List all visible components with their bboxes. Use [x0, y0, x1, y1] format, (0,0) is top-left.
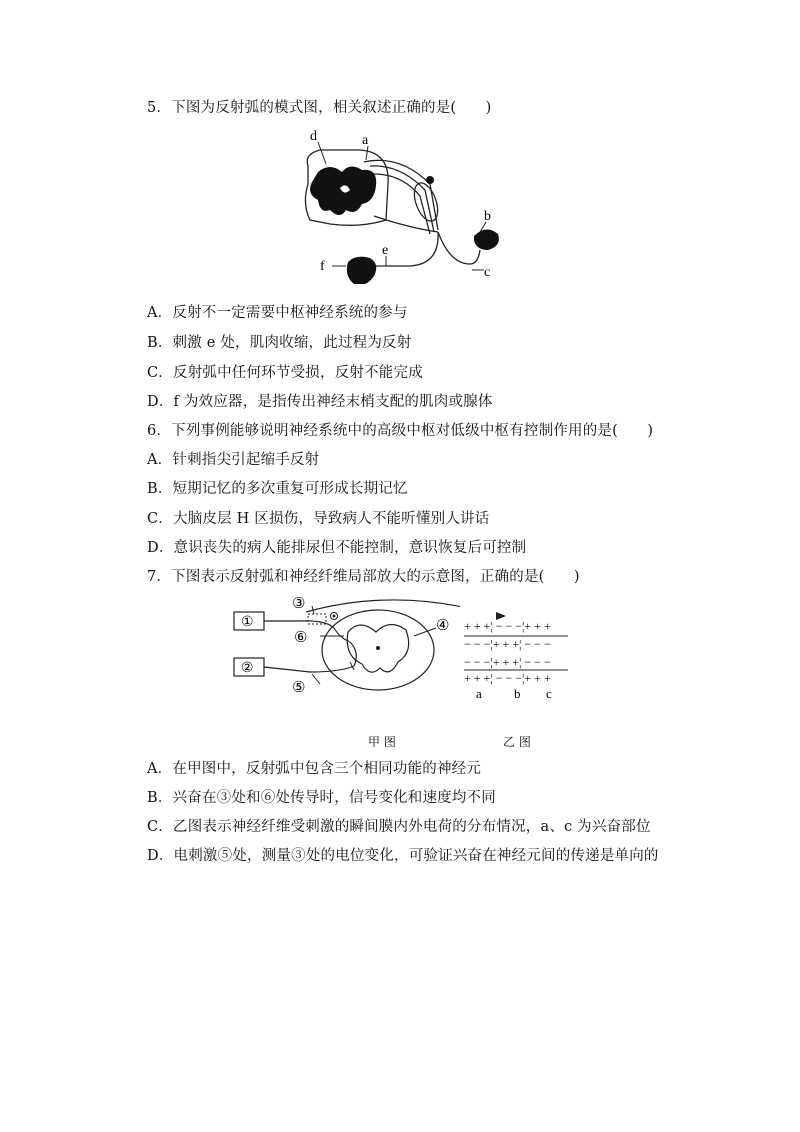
label-region-c: c — [546, 686, 552, 701]
q6-option-a: A．针刺指尖引起缩手反射 — [147, 452, 320, 468]
q5-option-d: D．f 为效应器，是指传出神经末梢支配的肌肉或腺体 — [147, 394, 493, 410]
charge-row-1: + + +¦ − − −¦+ + + — [464, 619, 551, 633]
label-2: ② — [241, 661, 254, 676]
label-e: e — [382, 243, 389, 258]
q5-option-c: C．反射弧中任何环节受损，反射不能完成 — [147, 365, 423, 381]
label-a: a — [362, 133, 369, 148]
reflex-arc-diagram — [290, 124, 510, 284]
label-c: c — [484, 265, 491, 280]
label-region-a: a — [476, 686, 482, 701]
label-region-b: b — [514, 686, 521, 701]
label-d: d — [310, 129, 317, 144]
caption-yi: 乙 图 — [503, 735, 531, 749]
charge-row-4: + + +¦ − − −¦+ + + — [464, 671, 551, 685]
q7-option-d: D．电刺激⑤处，测量③处的电位变化，可验证兴奋在神经元间的传递是单向的 — [147, 848, 659, 864]
q7-stem: 7．下图表示反射弧和神经纤维局部放大的示意图，正确的是( ) — [147, 569, 580, 585]
charge-row-2: − − −¦+ + +¦ − − − — [464, 637, 551, 651]
label-b: b — [484, 209, 491, 224]
q5-option-b: B．刺激 e 处，肌肉收缩，此过程为反射 — [147, 335, 412, 351]
q5-stem: 5．下图为反射弧的模式图，相关叙述正确的是( ) — [147, 100, 492, 116]
q6-stem: 6．下列事例能够说明神经系统中的高级中枢对低级中枢有控制作用的是( ) — [147, 423, 654, 439]
figure-yi-nerve-fiber — [460, 606, 580, 702]
label-5: ⑤ — [292, 680, 306, 696]
q6-option-c: C．大脑皮层 H 区损伤，导致病人不能听懂别人讲话 — [147, 511, 490, 527]
q6-option-d: D．意识丧失的病人能排尿但不能控制，意识恢复后可控制 — [147, 540, 527, 556]
caption-jia: 甲 图 — [368, 735, 396, 749]
label-1: ① — [241, 615, 254, 630]
q7-option-a: A．在甲图中，反射弧中包含三个相同功能的神经元 — [147, 761, 482, 777]
q7-option-c: C．乙图表示神经纤维受刺激的瞬间膜内外电荷的分布情况，a、c 为兴奋部位 — [147, 819, 651, 835]
figure-jia-reflex-arc — [230, 592, 460, 702]
q6-option-b: B．短期记忆的多次重复可形成长期记忆 — [147, 481, 408, 497]
charge-row-3: − − −¦+ + +¦ − − − — [464, 655, 551, 669]
q5-option-a: A．反射不一定需要中枢神经系统的参与 — [147, 305, 408, 321]
q7-option-b: B．兴奋在③处和⑥处传导时，信号变化和速度均不同 — [147, 790, 496, 806]
label-4: ④ — [436, 618, 450, 634]
label-6: ⑥ — [294, 630, 308, 646]
label-3: ③ — [292, 596, 306, 612]
label-f: f — [320, 259, 325, 274]
